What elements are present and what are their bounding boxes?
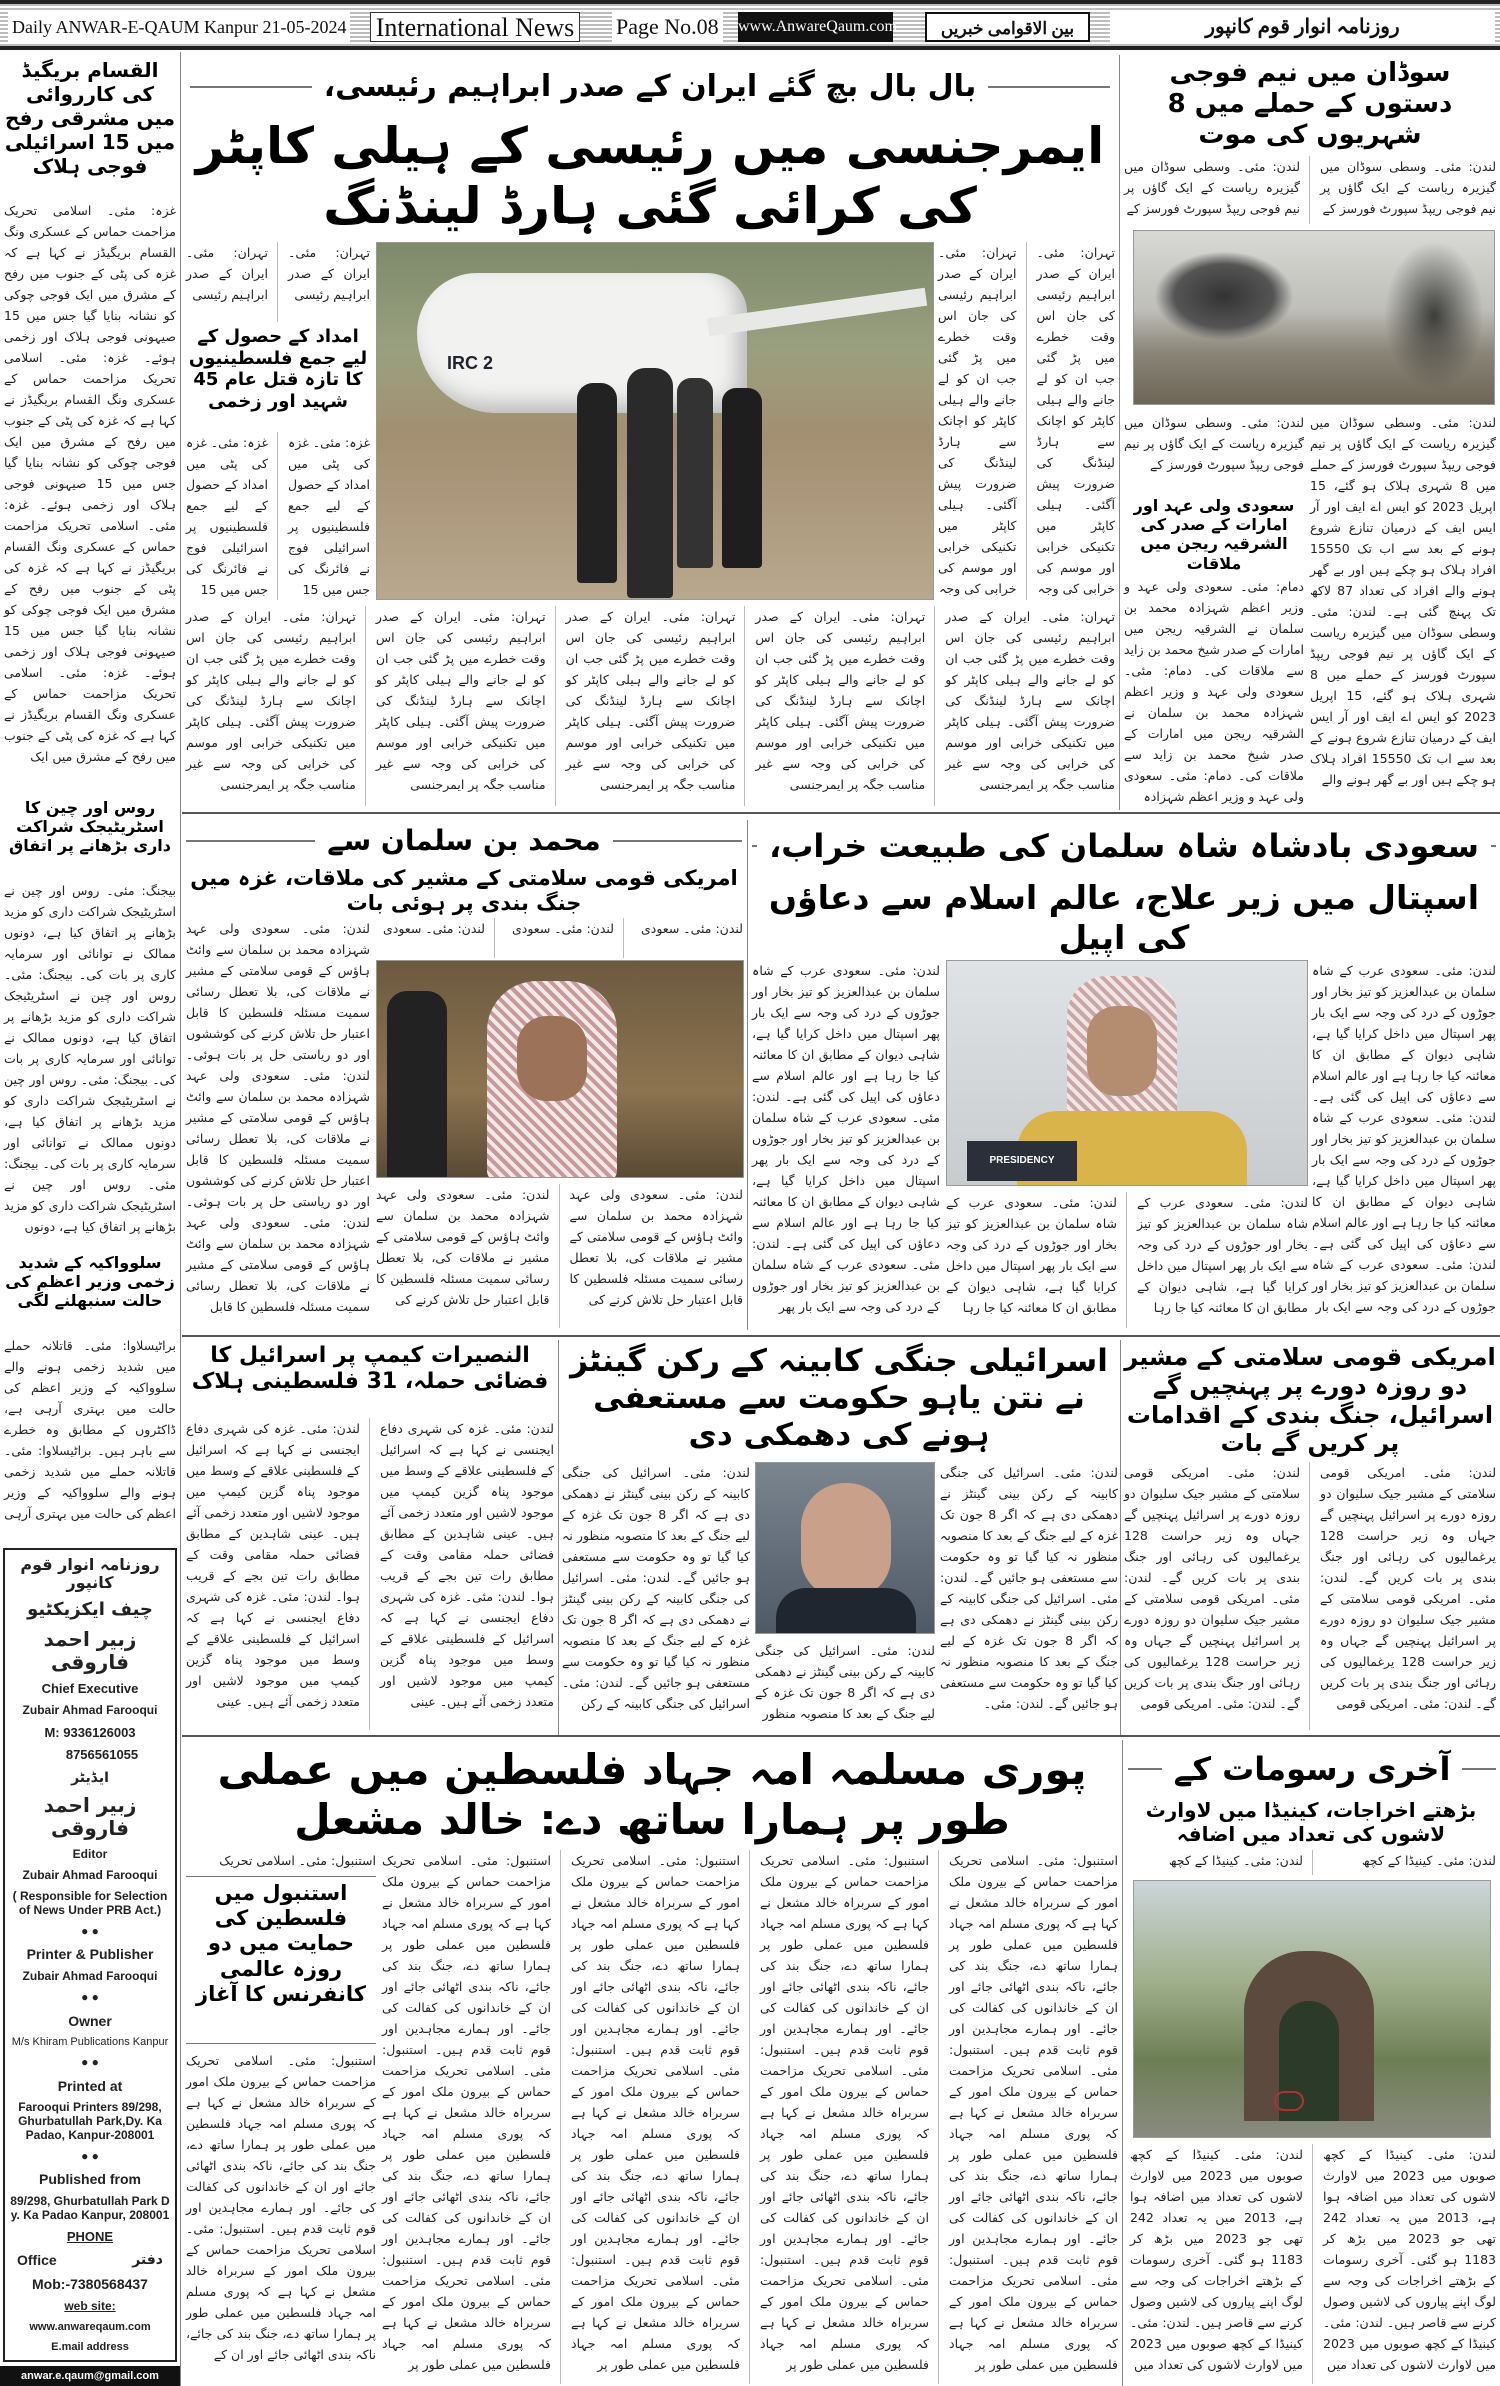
- article-text-column: لندن: مئی۔ اسرائیل کی جنگی کابینہ کے رکن بینی گینٹز نے دھمکی دی ہے کہ اگر 8 جون تک غزہ کے لیے جنگ کے بعد کا منصوبہ منظور نہ کیا گیا تو وہ حکومت سے مستعفی ہو جائیں گے۔ لندن: مئی۔ اسرائیل کی جنگی کابینہ کے رکن بینی گینٹز نے دھمکی دی ہے کہ اگر 8 جون تک غزہ کے لیے جنگ کے بعد کا منصوبہ منظور نہ کیا گیا تو وہ حکومت سے مستعفی ہو جائیں گے۔ لندن: مئی۔ اسرائیل کی جنگی کابینہ کے رکن: [562, 1465, 750, 1711]
- gantz-photo: [755, 1462, 935, 1634]
- article-text-column: غزہ: مئی۔ غزہ کی پٹی میں امداد کے حصول کے لیے جمع فلسطینیوں پر اسرائیلی فوج نے فائرنگ کی جس میں 15: [288, 435, 370, 597]
- raisi-helicopter-photo: [376, 242, 934, 600]
- article-body-us-adviser: [1124, 1462, 1496, 1730]
- article-text-column: لندن: مئی۔ وسطی سوڈان میں گیزیرہ ریاست کے ایک گاؤں پر نیم فوجی ریپڈ سپورٹ فورسز کے: [1124, 415, 1304, 472]
- article-text-column: تہران: مئی۔ ایران کے صدر ابراہیم رئیسی: [288, 245, 370, 302]
- article-body-king: [1312, 960, 1496, 1328]
- article-body-gantz-cont: [562, 1462, 750, 1730]
- printer-name: Zubair Ahmad Farooqui: [22, 1969, 158, 1984]
- article-text-column: لندن: مئی۔ وسطی سوڈان میں گیزیرہ ریاست کے ایک گاؤں پر نیم فوجی ریپڈ سپورٹ فورسز کے: [1124, 156, 1310, 224]
- printed-address: Farooqui Printers 89/298, Ghurbatullah Park,Dy. Ka Padao, Kanpur-208001: [18, 2100, 162, 2142]
- masthead-paper-urdu: روزنامہ انوار قوم کانپور: [20, 1555, 160, 1593]
- article-text-column: لندن: مئی۔ سعودی ولی عہد شہزادہ محمد بن سلمان سے وائٹ ہاؤس کے قومی سلامتی کے مشیر نے ملاقات کی، بلا تعطل رسائی سمیت مسئلہ فلسطین کا قابل اعتبار حل تلاش کرنے کی کوششوں اور دو ریاستی حل پر بات ہوئی۔ لندن: مئی۔ سعودی ولی عہد شہزادہ محمد بن سلمان سے وائٹ ہاؤس کے قومی سلامتی کے مشیر نے ملاقات کی، بلا تعطل رسائی سمیت مسئلہ فلسطین کا قابل اعتبار حل تلاش کرنے کی کوششوں اور دو ریاستی حل پر بات ہوئی۔ لندن: مئی۔ سعودی ولی عہد شہزادہ محمد بن سلمان سے وائٹ ہاؤس کے قومی سلامتی کے مشیر نے ملاقات کی، بلا تعطل رسائی سمیت مسئلہ فلسطین کا قابل: [186, 921, 370, 1314]
- headline-russia-china: روس اور چین کا اسٹریٹیجک شراکت داری بڑھانے پر اتفاق: [8, 798, 171, 856]
- article-text-column: تہران: مئی۔ ایران کے صدر ابراہیم رئیسی کی جان اس وقت خطرے میں پڑ گئی جب ان کو لے جانے والے ہیلی کاپٹر کو اچانک سے ہارڈ لینڈنگ کی ضرورت پیش آگئی۔ ہیلی کاپٹر میں تکنیکی خرابی اور موسم کی خرابی کی وجہ سے غیر مناسب جگہ پر ایمرجنسی: [186, 606, 366, 806]
- article-text-column: لندن: مئی۔ کینیڈا کے کچھ صوبوں میں 2023 میں لاوارث لاشوں کی تعداد میں اضافہ ہوا ہے، 2013 میں یہ تعداد 242 تھی جو 2023 میں بڑھ کر 1183 ہو گئی۔ آخری رسومات کے بڑھتے اخراجات کی وجہ سے لوگ اپنے پیاروں کی لاشیں وصول کرنے سے قاصر ہیں۔ لندن: مئی۔ کینیڈا کے کچھ صوبوں میں 2023 میں لاوارث لاشوں کی تعداد میں: [1130, 2144, 1313, 2384]
- mobile-label: M:: [44, 1724, 60, 1740]
- article-body-sudan-cont2: [1124, 412, 1304, 492]
- mobile-1: 9336126003: [63, 1724, 136, 1740]
- editor-urdu: ایڈیٹر: [71, 1770, 109, 1787]
- article-text-column: لندن: مئی۔ سعودی: [376, 918, 495, 958]
- article-body-nuseirat: [186, 1418, 554, 1730]
- owner: M/s Khiram Publications Kanpur: [11, 2036, 169, 2049]
- paper-name-urdu: روزنامہ انوار قوم کانپور: [1110, 12, 1495, 42]
- canada-overline-text: آخری رسومات کے: [1173, 1749, 1451, 1788]
- presidency-sign: PRESIDENCY: [967, 1141, 1077, 1181]
- article-text-column: لندن: مئی۔ کینیڈا کے کچھ: [1361, 1853, 1496, 1868]
- printed-label: Printed at: [57, 2077, 123, 2094]
- headline-slovakia: سلوواکیہ کے شدید زخمی وزیر اعظم کی حالت سنبھلنے لگی: [5, 1253, 175, 1311]
- sudan-photo: [1133, 230, 1495, 405]
- chief-name: Zubair Ahmad Farooqui: [22, 1703, 158, 1718]
- separator-dots: ● ●: [81, 1924, 99, 1939]
- article-text-column: لندن: مئی۔ سعودی: [505, 918, 624, 958]
- separator-dots: ● ●: [81, 2149, 99, 2164]
- separator-dots: ● ●: [81, 2055, 99, 2070]
- article-text-column: غزہ: مئی۔ اسلامی تحریک مزاحمت حماس کے عسکری ونگ القسام بریگیڈز نے کہا ہے کہ غزہ کی پٹی کے جنوب میں رفح کے مشرق میں ایک فوجی چوکی کو نشانہ بنایا گیا جس میں 15 صیہونی فوجی ہلاک اور زخمی ہوئے۔ غزہ: مئی۔ اسلامی تحریک مزاحمت حماس کے عسکری ونگ القسام بریگیڈز نے کہا ہے کہ غزہ کی پٹی کے جنوب میں رفح کے مشرق میں ایک فوجی چوکی کو نشانہ بنایا گیا جس میں 15 صیہونی فوجی ہلاک اور زخمی ہوئے۔ غزہ: مئی۔ اسلامی تحریک مزاحمت حماس کے عسکری ونگ القسام بریگیڈز نے کہا ہے کہ غزہ کی پٹی کے جنوب میں رفح کے مشرق میں ایک فوجی چوکی کو نشانہ بنایا گیا جس میں 15 صیہونی فوجی ہلاک اور زخمی ہوئے۔ غزہ: مئی۔ اسلامی تحریک مزاحمت حماس کے عسکری ونگ القسام بریگیڈز نے کہا ہے کہ غزہ کی پٹی کے جنوب میں رفح کے مشرق میں ایک: [4, 203, 176, 764]
- article-text-column: تہران: مئی۔ ایران کے صدر ابراہیم رئیسی کی جان اس وقت خطرے میں پڑ گئی جب ان کو لے جانے والے ہیلی کاپٹر کو اچانک سے ہارڈ لینڈنگ کی ضرورت پیش آگئی۔ ہیلی کاپٹر میں تکنیکی خرابی اور موسم کی خرابی کی وجہ سے غیر مناسب جگہ پر ایمرجنسی: [755, 606, 935, 806]
- helicopter-registration: IRC 2: [447, 353, 494, 373]
- raisi-overline-text: بال بال بچ گئے ایران کے صدر ابراہیم رئیسی،: [323, 69, 977, 104]
- article-body-raisi-bottom: [186, 606, 1115, 806]
- article-text-column: لندن: مئی۔ وسطی سوڈان میں گیزیرہ ریاست کے ایک گاؤں پر نیم فوجی ریپڈ سپورٹ فورسز کے: [1320, 159, 1496, 216]
- article-body-raisi-cont: [186, 242, 370, 322]
- article-body-gantz-cont2: [755, 1640, 935, 1730]
- king-overline-text: سعودی بادشاہ شاہ سلمان کی طبیعت خراب،: [769, 826, 1479, 865]
- section-title: International News: [370, 12, 580, 42]
- article-text-column: تہران: مئی۔ ایران کے صدر ابراہیم رئیسی کی جان اس وقت خطرے میں پڑ گئی جب ان کو لے جانے والے ہیلی کاپٹر کو اچانک سے ہارڈ لینڈنگ کی ضرورت پیش آگئی۔ ہیلی کاپٹر میں تکنیکی خرابی اور موسم کی خرابی کی وجہ سے غیر مناسب جگہ پر ایمرجنسی: [566, 606, 746, 806]
- article-body-mashal-top: [186, 1850, 376, 1872]
- article-text-column: لندن: مئی۔ غزہ کی شہری دفاع ایجنسی نے کہا ہے کہ اسرائیل کے فلسطینی علاقے کے وسط میں موجود پناہ گزین کیمپ میں موجود لاشیں اور متعدد زخمی آئے ہیں۔ عینی شاہدین کے مطابق فضائی حملہ مقامی وقت کے مطابق رات تین بجے کے قریب ہوا۔ لندن: مئی۔ غزہ کی شہری دفاع ایجنسی نے کہا ہے کہ اسرائیل کے فلسطینی علاقے کے وسط میں موجود پناہ گزین کیمپ میں موجود لاشیں اور متعدد زخمی آئے ہیں۔ عینی: [186, 1418, 370, 1730]
- article-text-column: لندن: مئی۔ کینیڈا کے کچھ صوبوں میں 2023 میں لاوارث لاشوں کی تعداد میں اضافہ ہوا ہے، 2013 میں یہ تعداد 242 تھی جو 2023 میں بڑھ کر 1183 ہو گئی۔ آخری رسومات کے بڑھتے اخراجات کی وجہ سے لوگ اپنے پیاروں کی لاشیں وصول کرنے سے قاصر ہیں۔ لندن: مئی۔ کینیڈا کے کچھ صوبوں میں 2023 میں لاوارث لاشوں کی تعداد میں: [1323, 2147, 1497, 2372]
- article-text-column: استنبول: مئی۔ اسلامی تحریک: [219, 1853, 376, 1868]
- article-body-sudan-cont: [1310, 412, 1496, 807]
- article-body-king-cont: [752, 960, 940, 1328]
- article-text-column: لندن: مئی۔ غزہ کی شہری دفاع ایجنسی نے کہا ہے کہ اسرائیل کے فلسطینی علاقے کے وسط میں موجود پناہ گزین کیمپ میں موجود لاشیں اور متعدد زخمی آئے ہیں۔ عینی شاہدین کے مطابق فضائی حملہ مقامی وقت کے مطابق رات تین بجے کے قریب ہوا۔ لندن: مئی۔ غزہ کی شہری دفاع ایجنسی نے کہا ہے کہ اسرائیل کے فلسطینی علاقے کے وسط میں موجود پناہ گزین کیمپ میں موجود لاشیں اور متعدد زخمی آئے ہیں۔ عینی: [380, 1421, 554, 1709]
- mashal-headline: پوری مسلمہ امہ جہاد فلسطین میں عملی طور پر ہمارا ساتھ دے: خالد مشعل: [217, 1745, 1087, 1845]
- article-text-column: تہران: مئی۔ ایران کے صدر ابراہیم رئیسی کی جان اس وقت خطرے میں پڑ گئی جب ان کو لے جانے والے ہیلی کاپٹر کو اچانک سے ہارڈ لینڈنگ کی ضرورت پیش آگئی۔ ہیلی کاپٹر میں تکنیکی خرابی اور موسم کی خرابی کی وجہ سے غیر مناسب جگہ پر ایمرجنسی: [376, 606, 556, 806]
- mbs-overline-text: محمد بن سلمان سے: [327, 824, 601, 858]
- email-address[interactable]: anwar.e.qaum@gmail.com: [0, 2366, 180, 2386]
- king-salman-photo: [946, 960, 1308, 1186]
- article-body-gantz: [940, 1462, 1118, 1730]
- article-text-column: استنبول: مئی۔ اسلامی تحریک مزاحمت حماس کے بیرون ملک امور کے سربراہ خالد مشعل نے کہا ہے کہ پوری مسلم امہ جہاد فلسطین میں عملی طور پر ہمارا ساتھ دے، جنگ بند کی جائے، ناکہ بندی اٹھائی جائے اور ان کے خاندانوں کی کفالت کی جائے۔ اور ہمارے مجاہدین اور قوم ثابت قدم ہیں۔ استنبول: مئی۔ اسلامی تحریک مزاحمت حماس کے بیرون ملک امور کے سربراہ خالد مشعل نے کہا ہے کہ پوری مسلم امہ جہاد فلسطین میں عملی طور پر ہمارا ساتھ دے، جنگ بند کی جائے، ناکہ بندی اٹھائی جائے اور ان کے خاندانوں کی کفالت کی جائے۔ اور ہمارے مجاہدین اور قوم ثابت قدم ہیں۔ استنبول: مئی۔ اسلامی تحریک مزاحمت حماس کے بیرون ملک امور کے سربراہ خالد مشعل نے کہا ہے کہ پوری مسلم امہ جہاد فلسطین میں عملی طور پر: [760, 1850, 939, 2384]
- edition-line: Daily ANWAR-E-QAUM Kanpur 21-05-2024: [8, 12, 350, 42]
- article-body-raisi: [938, 242, 1115, 600]
- gaza-aid-headline: امداد کے حصول کے لیے جمع فلسطینیوں کا تازہ قتل عام 45 شہید اور زخمی: [188, 326, 368, 412]
- article-body-mashal-cont: [186, 2050, 376, 2384]
- article-text-column: تہران: مئی۔ ایران کے صدر ابراہیم رئیسی کی جان اس وقت خطرے میں پڑ گئی جب ان کو لے جانے والے ہیلی کاپٹر کو اچانک سے ہارڈ لینڈنگ کی ضرورت پیش آگئی۔ ہیلی کاپٹر میں تکنیکی خرابی اور موسم کی خرابی کی وجہ سے غیر مناسب جگہ پر ایمرجنسی: [945, 609, 1115, 792]
- article-text-column: لندن: مئی۔ سعودی عرب کے شاہ سلمان بن عبدالعزیز کو تیز بخار اور جوڑوں کے درد کی وجہ سے ایک بار پھر اسپتال میں داخل کرایا گیا ہے، شاہی دیوان کے مطابق ان کا معائنہ کیا جا رہا ہے اور عالم اسلام سے دعاؤں کی اپیل کی گئی ہے۔ لندن: مئی۔ سعودی عرب کے شاہ سلمان بن عبدالعزیز کو تیز بخار اور جوڑوں کے درد کی وجہ سے ایک بار پھر اسپتال میں داخل کرایا گیا ہے، شاہی دیوان کے مطابق ان کا معائنہ کیا جا رہا ہے اور عالم اسلام سے دعاؤں کی اپیل کی گئی ہے۔ لندن: مئی۔ سعودی عرب کے شاہ سلمان بن عبدالعزیز کو تیز بخار اور جوڑوں کے درد کی وجہ سے ایک بار: [1312, 963, 1496, 1314]
- page-header: [0, 0, 1500, 50]
- article-body-mbs-cont: [376, 1184, 743, 1328]
- chief-name-urdu: زبیر احمد فاروقی: [43, 1627, 137, 1675]
- article-text-column: استنبول: مئی۔ اسلامی تحریک مزاحمت حماس کے بیرون ملک امور کے سربراہ خالد مشعل نے کہا ہے کہ پوری مسلم امہ جہاد فلسطین میں عملی طور پر ہمارا ساتھ دے، جنگ بند کی جائے، ناکہ بندی اٹھائی جائے اور ان کے خاندانوں کی کفالت کی جائے۔ اور ہمارے مجاہدین اور قوم ثابت قدم ہیں۔ استنبول: مئی۔ اسلامی تحریک مزاحمت حماس کے بیرون ملک امور کے سربراہ خالد مشعل نے کہا ہے کہ پوری مسلم امہ جہاد فلسطین میں عملی طور پر ہمارا ساتھ دے، جنگ بند کی جائے، ناکہ بندی اٹھائی جائے اور ان کے خاندانوں کی کفالت کی جائے۔ اور ہمارے مجاہدین اور قوم ثابت قدم ہیں۔ استنبول: مئی۔ اسلامی تحریک مزاحمت حماس کے بیرون ملک امور کے سربراہ خالد مشعل نے کہا ہے کہ پوری مسلم امہ جہاد فلسطین میں عملی طور پر: [382, 1850, 561, 2384]
- saudi-uae-headline: سعودی ولی عہد اور امارات کے صدر کی الشرقیہ ریجن میں ملاقات: [1133, 496, 1295, 573]
- canada-overline: [1128, 1742, 1496, 1796]
- raisi-headline: ایمرجنسی میں رئیسی کے ہیلی کاپٹر کی کرائی گئی ہارڈ لینڈنگ: [195, 117, 1105, 235]
- mbs-headline: امریکی قومی سلامتی کے مشیر کی ملاقات، غزہ میں جنگ بندی پر ہوئی بات: [190, 866, 738, 916]
- nuseirat-headline: النصیرات کیمپ پر اسرائیل کا فضائی حملہ، 31 فلسطینی ہلاک: [191, 1343, 549, 1395]
- office-mobile: Mob:-7380568437: [32, 2275, 148, 2292]
- article-body-canada-cont: [1130, 2144, 1496, 2384]
- office-label: Office: [17, 2252, 57, 2269]
- section-title-urdu: بین الاقوامی خبریں: [925, 12, 1090, 42]
- us-adviser-headline: امریکی قومی سلامتی کے مشیر دو روزہ دورے پر پہنچیں گے اسرائیل، جنگ بندی کے اقدامات پر کریں گے بات: [1124, 1343, 1496, 1458]
- king-headline: اسپتال میں زیر علاج، عالم اسلام سے دعاؤں کی اپیل: [768, 878, 1480, 957]
- article-text-column: لندن: مئی۔ سعودی: [640, 921, 743, 936]
- article-body-russia-china: [4, 880, 176, 1245]
- article-text-column: لندن: مئی۔ کینیڈا کے کچھ: [1130, 1850, 1313, 1875]
- editor-name-urdu: زبیر احمد فاروقی: [43, 1793, 137, 1841]
- article-text-column: لندن: مئی۔ سعودی عرب کے شاہ سلمان بن عبدالعزیز کو تیز بخار اور جوڑوں کے درد کی وجہ سے ایک بار پھر اسپتال میں داخل کرایا گیا ہے، شاہی دیوان کے مطابق ان کا معائنہ کیا جا رہا: [946, 1192, 1127, 1328]
- article-text-column: دمام: مئی۔ سعودی ولی عہد و وزیر اعظم شہزادہ محمد بن سلمان نے الشرقیہ ریجن میں امارات کے صدر شیخ محمد بن زاید سے ملاقات کی۔ دمام: مئی۔ سعودی ولی عہد و وزیر اعظم شہزادہ محمد بن سلمان نے الشرقیہ ریجن میں امارات کے صدر شیخ محمد بن زاید سے ملاقات کی۔ دمام: مئی۔ سعودی ولی عہد و وزیر اعظم شہزادہ: [1124, 579, 1304, 804]
- article-text-column: بیجنگ: مئی۔ روس اور چین نے اسٹریٹیجک شراکت داری کو مزید بڑھانے پر اتفاق کیا ہے، دونوں ممالک نے توانائی اور سرمایہ کاری پر بات کی۔ بیجنگ: مئی۔ روس اور چین نے اسٹریٹیجک شراکت داری کو مزید بڑھانے پر اتفاق کیا ہے، دونوں ممالک نے توانائی اور سرمایہ کاری پر بات کی۔ بیجنگ: مئی۔ روس اور چین نے اسٹریٹیجک شراکت داری کو مزید بڑھانے پر اتفاق کیا ہے، دونوں ممالک نے توانائی اور سرمایہ کاری پر بات کی۔ بیجنگ: مئی۔ روس اور چین نے اسٹریٹیجک شراکت داری کو مزید بڑھانے پر اتفاق کیا ہے، دونوں: [4, 883, 176, 1234]
- article-text-column: استنبول: مئی۔ اسلامی تحریک مزاحمت حماس کے بیرون ملک امور کے سربراہ خالد مشعل نے کہا ہے کہ پوری مسلم امہ جہاد فلسطین میں عملی طور پر ہمارا ساتھ دے، جنگ بند کی جائے، ناکہ بندی اٹھائی جائے اور ان کے خاندانوں کی کفالت کی جائے۔ اور ہمارے مجاہدین اور قوم ثابت قدم ہیں۔ استنبول: مئی۔ اسلامی تحریک مزاحمت حماس کے بیرون ملک امور کے سربراہ خالد مشعل نے کہا ہے کہ پوری مسلم امہ جہاد فلسطین میں عملی طور پر ہمارا ساتھ دے، جنگ بند کی جائے، ناکہ بندی اٹھائی جائے اور ان کے خاندانوں کی کفالت کی جائے۔ اور ہمارے مجاہدین اور قوم ثابت قدم ہیں۔ استنبول: مئی۔ اسلامی تحریک مزاحمت حماس کے بیرون ملک امور کے سربراہ خالد مشعل نے کہا ہے کہ پوری مسلم امہ جہاد فلسطین میں عملی طور پر: [949, 1853, 1118, 2372]
- published-address: 89/298, Ghurbatullah Park D y. Ka Padao Kanpur, 208001: [10, 2193, 170, 2222]
- article-body-saudi-uae: [1124, 576, 1304, 807]
- article-body-sudan: [1124, 156, 1496, 224]
- editor-name: Zubair Ahmad Farooqui: [22, 1867, 158, 1882]
- gantz-headline: اسرائیلی جنگی کابینہ کے رکن گینٹز نے نتن یاہو حکومت سے مستعفی ہونے کی دھمکی دی: [570, 1343, 1108, 1454]
- article-text-column: استنبول: مئی۔ اسلامی تحریک مزاحمت حماس کے بیرون ملک امور کے سربراہ خالد مشعل نے کہا ہے کہ پوری مسلم امہ جہاد فلسطین میں عملی طور پر ہمارا ساتھ دے، جنگ بند کی جائے، ناکہ بندی اٹھائی جائے اور ان کے خاندانوں کی کفالت کی جائے۔ اور ہمارے مجاہدین اور قوم ثابت قدم ہیں۔ استنبول: مئی۔ اسلامی تحریک مزاحمت حماس کے بیرون ملک امور کے سربراہ خالد مشعل نے کہا ہے کہ پوری مسلم امہ جہاد فلسطین میں عملی طور پر ہمارا ساتھ دے، جنگ بند کی جائے، ناکہ بندی اٹھائی جائے اور ان کے خاندانوں کی کفالت کی جائے۔ اور ہمارے مجاہدین اور قوم ثابت قدم ہیں۔ استنبول: مئی۔ اسلامی تحریک مزاحمت حماس کے بیرون ملک امور کے سربراہ خالد مشعل نے کہا ہے کہ پوری مسلم امہ جہاد فلسطین میں عملی طور پر: [571, 1850, 750, 2384]
- page-number: Page No.08: [612, 12, 723, 42]
- separator-dots: ● ●: [81, 1990, 99, 2005]
- sudan-headline: سوڈان میں نیم فوجی دستوں کے حملے میں 8 شہریوں کی موت: [1167, 58, 1453, 151]
- article-text-column: تہران: مئی۔ ایران کے صدر ابراہیم رئیسی: [186, 242, 278, 322]
- article-body-mbs-cont2: [186, 918, 370, 1328]
- istanbul-subhead: استنبول میں فلسطین کی حمایت میں دو روزہ عالمی کانفرنس کا آغاز: [186, 1876, 376, 2044]
- prb-note: ( Responsible for Selection of News Under PRB Act.): [12, 1889, 168, 1917]
- article-text-column: تہران: مئی۔ ایران کے صدر ابراہیم رئیسی کی جان اس وقت خطرے میں پڑ گئی جب ان کو لے جانے والے ہیلی کاپٹر کو اچانک سے ہارڈ لینڈنگ کی ضرورت پیش آگئی۔ ہیلی کاپٹر میں تکنیکی خرابی اور موسم کی خرابی کی وجہ: [938, 242, 1027, 600]
- article-body-mashal: [382, 1850, 1118, 2384]
- article-body-king-cont2: [946, 1192, 1308, 1328]
- article-text-column: غزہ: مئی۔ غزہ کی پٹی میں امداد کے حصول کے لیے جمع فلسطینیوں پر اسرائیلی فوج نے فائرنگ کی جس میں 15: [186, 432, 278, 600]
- masthead-box: [3, 1548, 177, 2362]
- phone-label: PHONE: [66, 2228, 114, 2244]
- mobile-2: 8756561055: [65, 1747, 139, 1763]
- article-body-gaza-aid: [186, 432, 370, 600]
- article-text-column: لندن: مئی۔ سعودی عرب کے شاہ سلمان بن عبدالعزیز کو تیز بخار اور جوڑوں کے درد کی وجہ سے ایک بار پھر اسپتال میں داخل کرایا گیا ہے، شاہی دیوان کے مطابق ان کا معائنہ کیا جا رہا: [1137, 1195, 1308, 1315]
- article-text-column: لندن: مئی۔ امریکی قومی سلامتی کے مشیر جیک سلیوان دو روزہ دورے پر اسرائیل پہنچیں گے جہاں وہ زیر حراست 128 یرغمالیوں کی رہائی اور جنگ بندی پر بات کریں گے۔ لندن: مئی۔ امریکی قومی سلامتی کے مشیر جیک سلیوان دو روزہ دورے پر اسرائیل پہنچیں گے جہاں وہ زیر حراست 128 یرغمالیوں کی رہائی اور جنگ بندی پر بات کریں گے۔ لندن: مئی۔ امریکی قومی: [1320, 1465, 1496, 1711]
- website-link[interactable]: www.AnwareQaum.com: [738, 12, 893, 42]
- published-label: Published from: [39, 2171, 141, 2188]
- article-text-column: لندن: مئی۔ وسطی سوڈان میں گیزیرہ ریاست کے ایک گاؤں پر نیم فوجی ریپڈ سپورٹ فورسز کے حملے میں 8 شہری ہلاک ہو گئے، 15 اپریل 2023 کو ایس اے ایف اور آر ایس ایف کے درمیان تنازع شروع ہونے کے بعد سے اب تک 15550 افراد ہلاک ہو چکے ہیں اور بے گھر ہونے والے افراد کی تعداد 87 لاکھ تک پہنچ گئی ہے۔ لندن: مئی۔ وسطی سوڈان میں گیزیرہ ریاست کے ایک گاؤں پر نیم فوجی ریپڈ سپورٹ فورسز کے حملے میں 8 شہری ہلاک ہو گئے، 15 اپریل 2023 کو ایس اے ایف اور آر ایس ایف کے درمیان تنازع شروع ہونے کے بعد سے اب تک 15550 افراد ہلاک ہو چکے ہیں اور بے گھر ہونے والے: [1310, 415, 1496, 787]
- article-body-qassam: [4, 200, 176, 785]
- mbs-photo: [376, 960, 744, 1178]
- canada-headline: بڑھتے اخراجات، کینیڈا میں لاوارث لاشوں کی تعداد میں اضافہ: [1145, 1798, 1477, 1846]
- chief-title: Chief Executive: [41, 1680, 139, 1696]
- chief-urdu: چیف ایکزیکٹیو: [27, 1599, 153, 1621]
- printer-label: Printer & Publisher: [26, 1946, 154, 1963]
- article-body-canada: [1130, 1850, 1496, 1875]
- king-overline: [752, 818, 1496, 874]
- article-text-column: لندن: مئی۔ اسرائیل کی جنگی کابینہ کے رکن بینی گینٹز نے دھمکی دی ہے کہ اگر 8 جون تک غزہ کے لیے جنگ کے بعد کا منصوبہ منظور نہ کیا گیا تو وہ حکومت سے مستعفی ہو جائیں گے۔ لندن: مئی۔ اسرائیل کی جنگی کابینہ کے رکن بینی گینٹز نے دھمکی دی ہے کہ اگر 8 جون تک غزہ کے لیے جنگ کے بعد کا منصوبہ منظور نہ کیا گیا تو وہ حکومت سے مستعفی ہو جائیں گے۔ لندن: مئی۔: [940, 1465, 1118, 1711]
- mbs-overline: [186, 818, 742, 864]
- owner-label: Owner: [68, 2012, 112, 2029]
- article-text-column: لندن: مئی۔ امریکی قومی سلامتی کے مشیر جیک سلیوان دو روزہ دورے پر اسرائیل پہنچیں گے جہاں وہ زیر حراست 128 یرغمالیوں کی رہائی اور جنگ بندی پر بات کریں گے۔ لندن: مئی۔ امریکی قومی سلامتی کے مشیر جیک سلیوان دو روزہ دورے پر اسرائیل پہنچیں گے جہاں وہ زیر حراست 128 یرغمالیوں کی رہائی اور جنگ بندی پر بات کریں گے۔ لندن: مئی۔ امریکی قومی: [1124, 1462, 1310, 1730]
- email-label: E.mail address: [51, 2340, 129, 2353]
- headline-qassam: القسام بریگیڈ کی کارروائی میں مشرقی رفح میں 15 اسرائیلی فوجی ہلاک: [4, 58, 176, 178]
- raisi-overline: [190, 62, 1110, 112]
- article-body-slovakia: [4, 1335, 176, 1535]
- article-text-column: لندن: مئی۔ اسرائیل کی جنگی کابینہ کے رکن بینی گینٹز نے دھمکی دی ہے کہ اگر 8 جون تک غزہ کے لیے جنگ کے بعد کا منصوبہ منظور: [755, 1643, 935, 1721]
- article-body-mbs: [376, 918, 743, 958]
- article-text-column: استنبول: مئی۔ اسلامی تحریک مزاحمت حماس کے بیرون ملک امور کے سربراہ خالد مشعل نے کہا ہے کہ پوری مسلم امہ جہاد فلسطین میں عملی طور پر ہمارا ساتھ دے، جنگ بند کی جائے، ناکہ بندی اٹھائی جائے اور ان کے خاندانوں کی کفالت کی جائے۔ اور ہمارے مجاہدین اور قوم ثابت قدم ہیں۔ استنبول: مئی۔ اسلامی تحریک مزاحمت حماس کے بیرون ملک امور کے سربراہ خالد مشعل نے کہا ہے کہ پوری مسلم امہ جہاد فلسطین میں عملی طور پر ہمارا ساتھ دے، جنگ بند کی جائے، ناکہ بندی اٹھائی جائے اور ان کے: [186, 2053, 376, 2362]
- website-label: web site:: [64, 2298, 116, 2313]
- article-text-column: لندن: مئی۔ سعودی ولی عہد شہزادہ محمد بن سلمان سے وائٹ ہاؤس کے قومی سلامتی کے مشیر نے ملاقات کی، بلا تعطل رسائی سمیت مسئلہ فلسطین کا قابل اعتبار حل تلاش کرنے کی: [569, 1187, 743, 1307]
- article-text-column: لندن: مئی۔ سعودی عرب کے شاہ سلمان بن عبدالعزیز کو تیز بخار اور جوڑوں کے درد کی وجہ سے ایک بار پھر اسپتال میں داخل کرایا گیا ہے، شاہی دیوان کے مطابق ان کا معائنہ کیا جا رہا ہے اور عالم اسلام سے دعاؤں کی اپیل کی گئی ہے۔ لندن: مئی۔ سعودی عرب کے شاہ سلمان بن عبدالعزیز کو تیز بخار اور جوڑوں کے درد کی وجہ سے ایک بار پھر اسپتال میں داخل کرایا گیا ہے، شاہی دیوان کے مطابق ان کا معائنہ کیا جا رہا ہے اور عالم اسلام سے دعاؤں کی اپیل کی گئی ہے۔ لندن: مئی۔ سعودی عرب کے شاہ سلمان بن عبدالعزیز کو تیز بخار اور جوڑوں کے درد کی وجہ سے ایک بار پھر: [752, 963, 940, 1314]
- website[interactable]: www.anwareqaum.com: [29, 2320, 151, 2333]
- article-text-column: تہران: مئی۔ ایران کے صدر ابراہیم رئیسی کی جان اس وقت خطرے میں پڑ گئی جب ان کو لے جانے والے ہیلی کاپٹر کو اچانک سے ہارڈ لینڈنگ کی ضرورت پیش آگئی۔ ہیلی کاپٹر میں تکنیکی خرابی اور موسم کی خرابی کی وجہ: [1036, 245, 1115, 596]
- article-text-column: لندن: مئی۔ سعودی ولی عہد شہزادہ محمد بن سلمان سے وائٹ ہاؤس کے قومی سلامتی کے مشیر نے ملاقات کی، بلا تعطل رسائی سمیت مسئلہ فلسطین کا قابل اعتبار حل تلاش کرنے کی: [376, 1184, 560, 1328]
- article-text-column: براٹیسلاوا: مئی۔ قاتلانہ حملے میں شدید زخمی ہونے والے سلوواکیہ کے وزیر اعظم کی حالت میں بہتری آرہی ہے، ڈاکٹروں کے مطابق وہ خطرے سے باہر ہیں۔ براٹیسلاوا: مئی۔ قاتلانہ حملے میں شدید زخمی ہونے والے سلوواکیہ کے وزیر اعظم کی حالت میں بہتری آرہی: [4, 1338, 176, 1521]
- office-urdu: دفتر: [132, 2252, 163, 2269]
- canada-cemetery-photo: [1133, 1880, 1491, 2138]
- editor-title: Editor: [72, 1846, 108, 1861]
